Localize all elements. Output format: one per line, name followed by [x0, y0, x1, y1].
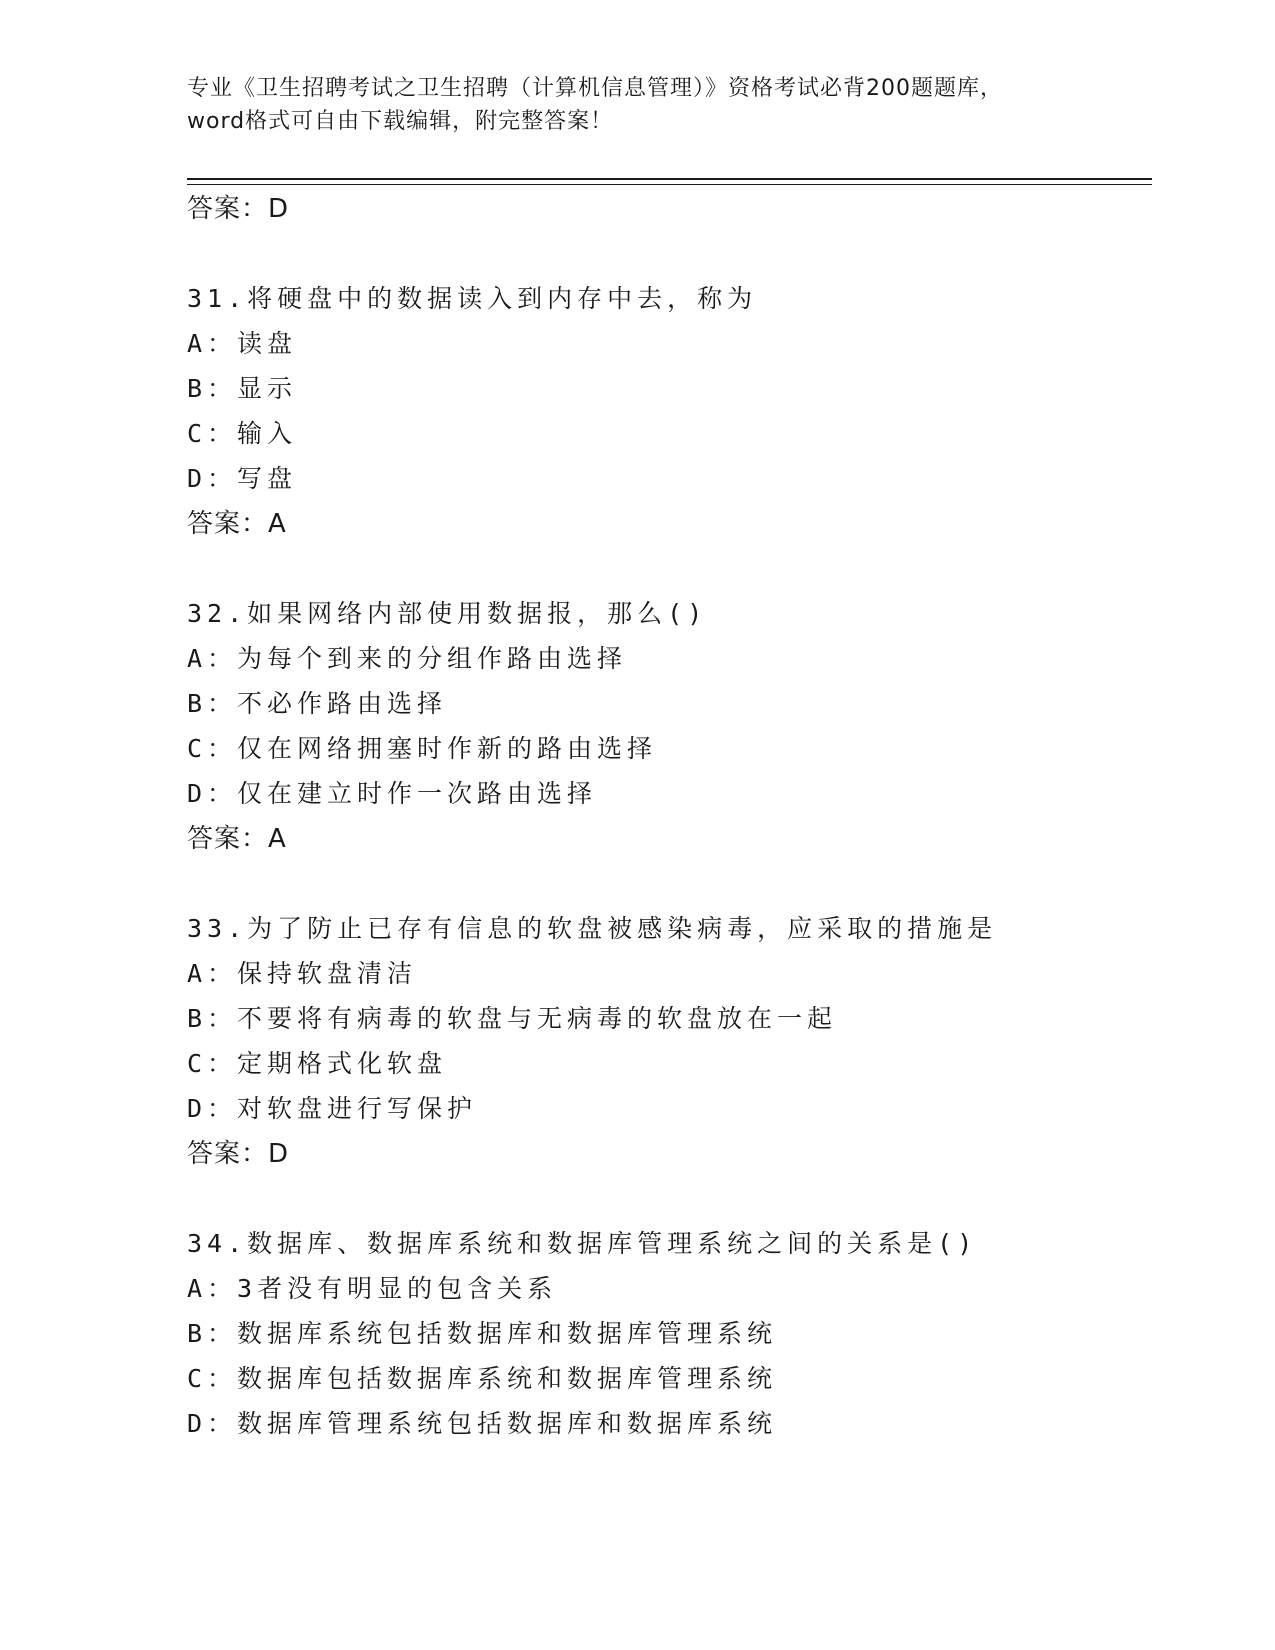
option-c: C：输入 — [187, 419, 298, 448]
question-33 — [187, 906, 997, 1131]
option-c: C：定期格式化软盘 — [187, 1049, 448, 1078]
option-c: C：仅在网络拥塞时作新的路由选择 — [187, 734, 658, 763]
header-divider-thin — [187, 184, 1152, 185]
option-b: B：显示 — [187, 374, 298, 403]
answer-33: 答案：D — [187, 1139, 290, 1169]
question-31 — [187, 276, 757, 501]
option-b: B：不必作路由选择 — [187, 689, 448, 718]
option-a: A：3者没有明显的包含关系 — [187, 1274, 558, 1303]
question-34 — [187, 1221, 977, 1446]
answer-previous: 答案：D — [187, 194, 290, 224]
option-b: B：不要将有病毒的软盘与无病毒的软盘放在一起 — [187, 1004, 838, 1033]
option-d: D：对软盘进行写保护 — [187, 1094, 478, 1123]
option-a: A：保持软盘清洁 — [187, 959, 418, 988]
header-line-2: word格式可自由下载编辑，附完整答案！ — [187, 109, 614, 134]
option-d: D：写盘 — [187, 464, 298, 493]
option-b: B：数据库系统包括数据库和数据库管理系统 — [187, 1319, 778, 1348]
question-stem: 31.将硬盘中的数据读入到内存中去，称为 — [187, 284, 758, 313]
answer-31: 答案：A — [187, 509, 287, 539]
option-d: D：数据库管理系统包括数据库和数据库系统 — [187, 1409, 778, 1438]
header-divider-thick — [187, 178, 1152, 180]
option-a: A：读盘 — [187, 329, 298, 358]
question-stem: 33.为了防止已存有信息的软盘被感染病毒，应采取的措施是 — [187, 914, 998, 943]
question-32 — [187, 591, 707, 816]
header-line-1: 专业《卫生招聘考试之卫生招聘（计算机信息管理）》资格考试必背200题题库， — [187, 76, 1003, 101]
document-header — [187, 72, 1087, 138]
option-a: A：为每个到来的分组作路由选择 — [187, 644, 628, 673]
option-c: C：数据库包括数据库系统和数据库管理系统 — [187, 1364, 778, 1393]
question-stem: 34.数据库、数据库系统和数据库管理系统之间的关系是() — [187, 1229, 978, 1258]
option-d: D：仅在建立时作一次路由选择 — [187, 779, 598, 808]
question-stem: 32.如果网络内部使用数据报，那么() — [187, 599, 708, 628]
answer-32: 答案：A — [187, 824, 287, 854]
